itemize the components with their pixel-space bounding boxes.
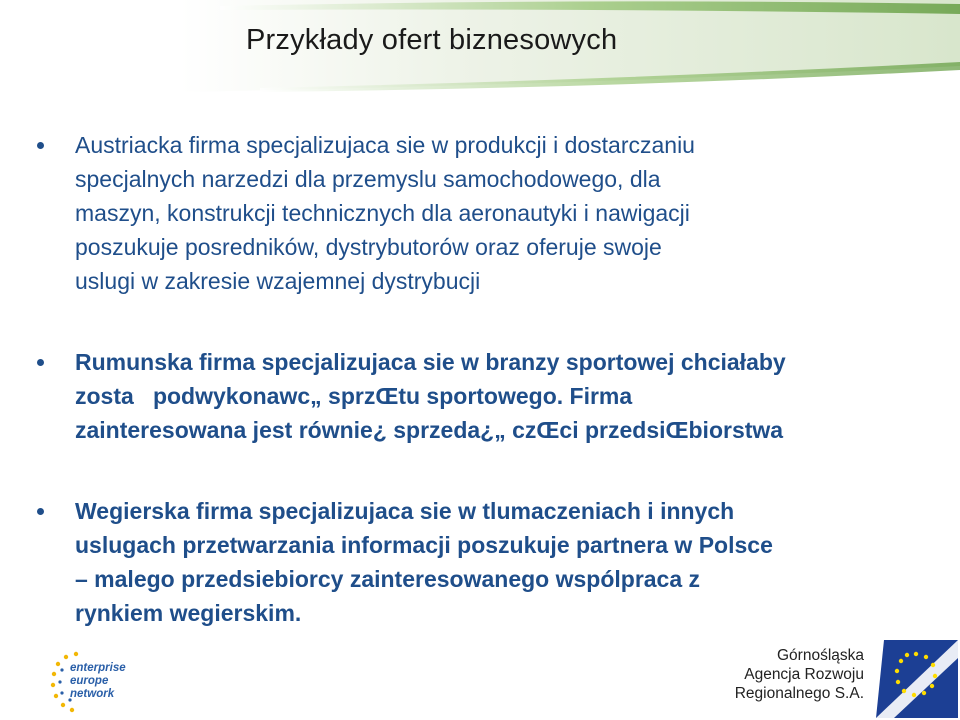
offer-line: – malego przedsiebiorcy zainteresowanego wspólpraca z xyxy=(75,566,701,592)
offer-line: zosta podwykonawc„ sprzŒtu sportowego. Firma xyxy=(75,383,633,409)
bullet-icon xyxy=(37,142,44,149)
offer-line: zainteresowana jest równie¿ sprzeda¿„ czŒci przedsiŒbiorstwa xyxy=(75,417,784,443)
offer-line: Austriacka firma specjalizujaca sie w produkcji i dostarczaniu xyxy=(75,132,695,158)
offer-line: poszukuje posredników, dystrybutorów oraz oferuje swoje xyxy=(75,234,662,260)
offer-line: Rumunska firma specjalizujaca sie w branzy sportowej chciałaby xyxy=(75,349,786,375)
enterprise-europe-network-logo xyxy=(48,650,138,714)
bullet-icon xyxy=(37,508,44,515)
eu-flag-icon xyxy=(876,638,958,718)
garr-logo-text: Górnośląska Agencja Rozwoju Regionalnego S.A. xyxy=(734,647,864,702)
garr-logo xyxy=(734,636,960,720)
bullet-icon xyxy=(37,359,44,366)
offer-line: Wegierska firma specjalizujaca sie w tlumaczeniach i innych xyxy=(75,498,735,524)
offer-text xyxy=(75,128,955,298)
offer-line: uslugi w zakresie wzajemnej dystrybucji xyxy=(75,268,481,294)
offer-line: specjalnych narzedzi dla przemyslu samochodowego, dla xyxy=(75,166,661,192)
een-logo-text: enterprise europe network xyxy=(70,662,126,700)
offer-text xyxy=(75,494,955,630)
offer-line: uslugach przetwarzania informacji poszukuje partnera w Polsce xyxy=(75,532,773,558)
offer-line: rynkiem wegierskim. xyxy=(75,600,302,626)
offer-line: maszyn, konstrukcji technicznych dla aeronautyki i nawigacji xyxy=(75,200,690,226)
offer-text xyxy=(75,345,955,447)
page-title: Przykłady ofert biznesowych xyxy=(246,24,618,56)
